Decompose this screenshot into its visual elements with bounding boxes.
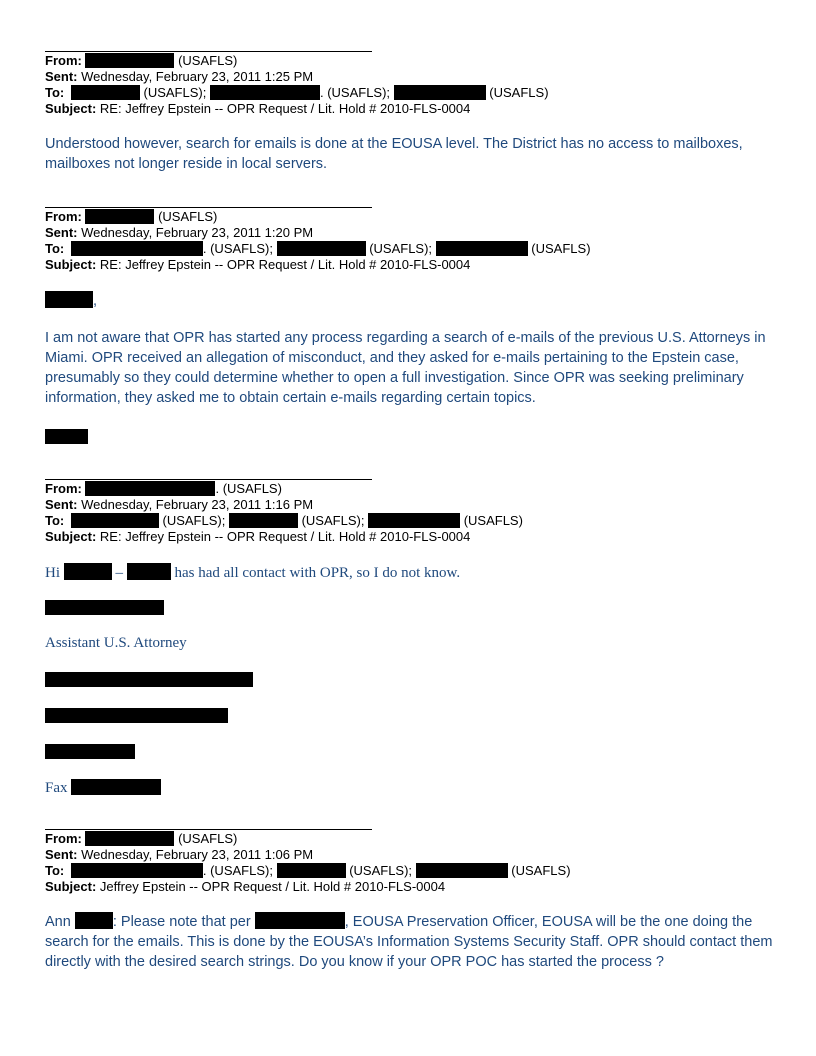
redaction (71, 863, 203, 878)
redaction-fax (71, 779, 161, 795)
redaction (71, 241, 203, 256)
redaction (85, 209, 154, 224)
redaction (255, 912, 345, 929)
email1-body: Understood however, search for emails is done at the EOUSA level. The District has no access to mailboxes, mailboxes not longer reside in local servers. (45, 136, 743, 172)
email3-to: To: (USAFLS); (USAFLS); (USAFLS) (45, 513, 523, 528)
separator-line (45, 207, 372, 208)
email4-body: Ann : Please note that per , EOUSA Preservation Officer, EOUSA will be the one doing the search for the emails. This is done by the EOUSA’s Information Systems Security Staff. OPR should contact them directly with the desired search strings. Do you know if your OPR POC has started the process ? (45, 914, 773, 970)
email4-to: To: . (USAFLS); (USAFLS); (USAFLS) (45, 863, 571, 878)
redaction (75, 912, 113, 929)
email3-line: Hi – has had all contact with OPR, so I do not know. (45, 565, 461, 581)
separator-line (45, 51, 372, 52)
email1-to: To: (USAFLS); . (USAFLS); (USAFLS) (45, 85, 549, 100)
signature-title: Assistant U.S. Attorney (45, 635, 187, 651)
redaction-address (45, 672, 253, 687)
redaction (71, 85, 140, 100)
email2-sent: Sent: Wednesday, February 23, 2011 1:20 PM (45, 225, 314, 240)
redaction (85, 831, 174, 846)
separator-line (45, 829, 372, 830)
redaction-address (45, 708, 228, 723)
redaction (277, 241, 366, 256)
signature-fax: Fax (45, 779, 161, 797)
redaction-signature (45, 429, 88, 444)
email4-from: From: (USAFLS) (45, 831, 238, 846)
redaction-signature (45, 600, 164, 615)
redaction (394, 85, 486, 100)
redaction (45, 291, 93, 308)
redaction (85, 53, 174, 68)
redaction (416, 863, 508, 878)
redaction (71, 513, 159, 528)
redaction (85, 481, 215, 496)
email3-sent: Sent: Wednesday, February 23, 2011 1:16 PM (45, 497, 314, 512)
redaction-phone (45, 744, 135, 759)
redaction (277, 863, 346, 878)
email4-subject: Subject: Jeffrey Epstein -- OPR Request / Lit. Hold # 2010-FLS-0004 (45, 879, 446, 894)
email2-from: From: (USAFLS) (45, 209, 218, 224)
redaction (368, 513, 460, 528)
email3-subject: Subject: RE: Jeffrey Epstein -- OPR Request / Lit. Hold # 2010-FLS-0004 (45, 529, 471, 544)
separator-line (45, 479, 372, 480)
email3-from: From: . (USAFLS) (45, 481, 282, 496)
redaction (127, 563, 171, 580)
redaction (64, 563, 112, 580)
redaction (436, 241, 528, 256)
email2-subject: Subject: RE: Jeffrey Epstein -- OPR Request / Lit. Hold # 2010-FLS-0004 (45, 257, 471, 272)
email1-sent: Sent: Wednesday, February 23, 2011 1:25 PM (45, 69, 314, 84)
email1-from: From: (USAFLS) (45, 53, 238, 68)
email1-subject: Subject: RE: Jeffrey Epstein -- OPR Request / Lit. Hold # 2010-FLS-0004 (45, 101, 471, 116)
email4-sent: Sent: Wednesday, February 23, 2011 1:06 PM (45, 847, 314, 862)
email2-greeting: , (45, 291, 775, 311)
email2-to: To: . (USAFLS); (USAFLS); (USAFLS) (45, 241, 591, 256)
email2-body: I am not aware that OPR has started any process regarding a search of e-mails of the previous U.S. Attorneys in Miami. OPR received an allegation of misconduct, and they asked for e-mails pertaining to the Epstein case, presumably so they could determine whether to open a full investigation. Since OPR was seeking preliminary information, they asked me to obtain certain e-mails regarding certain topics. (45, 330, 766, 406)
redaction (210, 85, 320, 100)
redaction (229, 513, 298, 528)
